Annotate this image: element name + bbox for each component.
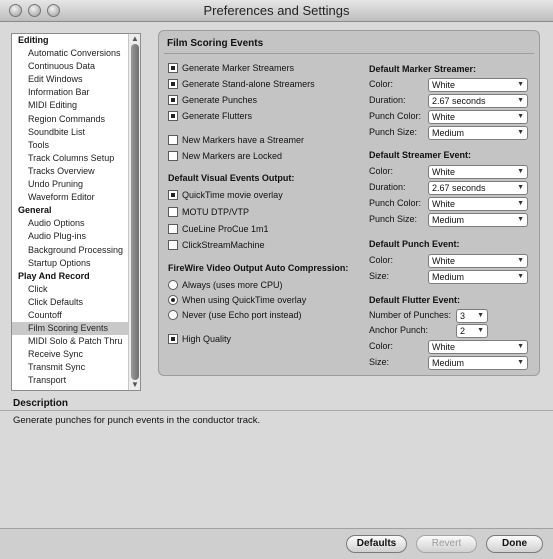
radio-label: Never (use Echo port instead)	[182, 310, 302, 320]
checkbox-label: Generate Marker Streamers	[182, 63, 295, 73]
generate-standalone-streamers-checkbox[interactable]	[168, 77, 315, 91]
sidebar-item[interactable]: Click Defaults	[28, 296, 84, 307]
flutter-color-select[interactable]	[428, 340, 528, 354]
sidebar-item[interactable]: Receive Sync	[28, 349, 84, 360]
cueline-procue-checkbox[interactable]	[168, 222, 269, 236]
compression-always-radio[interactable]	[168, 278, 283, 292]
chevron-down-icon: ▼	[517, 200, 524, 207]
marker-color-label: Color:	[369, 79, 394, 89]
punch-event-heading: Default Punch Event:	[369, 239, 460, 249]
radio-button[interactable]	[168, 310, 178, 320]
generate-marker-streamers-checkbox[interactable]	[168, 61, 294, 75]
marker-punch-color-label: Punch Color:	[369, 111, 422, 121]
marker-punch-color-select[interactable]	[428, 110, 528, 124]
chevron-down-icon: ▼	[517, 184, 524, 191]
marker-punch-size-label: Punch Size:	[369, 127, 418, 137]
select-value: White	[432, 112, 456, 122]
radio-button[interactable]	[168, 295, 178, 305]
streamer-punch-color-label: Punch Color:	[369, 198, 422, 208]
defaults-button[interactable]: Defaults	[346, 535, 407, 553]
streamer-color-select[interactable]	[428, 165, 528, 179]
preferences-category-list[interactable]	[11, 33, 141, 391]
done-button[interactable]: Done	[486, 535, 543, 553]
punch-color-select[interactable]	[428, 254, 528, 268]
flutter-color-label: Color:	[369, 341, 394, 351]
sidebar-item[interactable]: Film Scoring Events	[12, 322, 129, 335]
high-quality-checkbox[interactable]	[168, 332, 231, 346]
checkbox-label: New Markers have a Streamer	[182, 135, 305, 145]
sidebar-item[interactable]: Countoff	[28, 309, 62, 320]
checkbox-box[interactable]	[168, 111, 178, 121]
sidebar-item[interactable]: Information Bar	[28, 87, 90, 98]
chevron-down-icon: ▼	[517, 359, 524, 366]
checkbox-box[interactable]	[168, 207, 178, 217]
streamer-color-label: Color:	[369, 166, 394, 176]
sidebar-group-heading: General	[18, 205, 52, 216]
chevron-down-icon: ▼	[477, 312, 484, 319]
checkbox-label: New Markers are Locked	[182, 151, 283, 161]
window-title: Preferences and Settings	[203, 3, 350, 18]
checkbox-label: MOTU DTP/VTP	[182, 207, 249, 217]
sidebar-item[interactable]: Audio Options	[28, 218, 85, 229]
select-value: 2.67 seconds	[432, 96, 486, 106]
streamer-duration-label: Duration:	[369, 182, 406, 192]
punch-size-label: Size:	[369, 271, 390, 281]
sidebar-item[interactable]: Region Commands	[28, 113, 106, 124]
sidebar-group-heading: Editing	[18, 35, 49, 45]
generate-flutters-checkbox[interactable]	[168, 109, 252, 123]
chevron-down-icon: ▼	[517, 113, 524, 120]
select-value: 3	[460, 311, 466, 321]
sidebar-item[interactable]: Transport	[28, 375, 67, 386]
checkbox-label: QuickTime movie overlay	[182, 190, 283, 200]
sidebar-scrollbar[interactable]	[128, 34, 140, 390]
checkbox-label: CueLine ProCue 1m1	[182, 224, 269, 234]
punch-color-label: Color:	[369, 255, 394, 265]
revert-button[interactable]: Revert	[416, 535, 477, 553]
sidebar-group-heading: Play And Record	[18, 270, 90, 281]
chevron-down-icon: ▼	[517, 81, 524, 88]
sidebar-item[interactable]: Track Columns Setup	[28, 152, 115, 163]
sidebar-item[interactable]: MIDI Editing	[28, 100, 78, 111]
new-markers-streamer-checkbox[interactable]	[168, 133, 304, 147]
streamer-punch-color-select[interactable]	[428, 197, 528, 211]
marker-punch-size-select[interactable]	[428, 126, 528, 140]
chevron-down-icon: ▼	[517, 129, 524, 136]
anchor-punch-label: Anchor Punch:	[369, 325, 429, 335]
quicktime-overlay-checkbox[interactable]	[168, 188, 283, 202]
checkbox-label: ClickStreamMachine	[182, 240, 265, 250]
film-scoring-events-panel	[158, 30, 540, 376]
checkbox-label: High Quality	[182, 334, 232, 344]
flutter-event-heading: Default Flutter Event:	[369, 295, 461, 305]
description-divider	[0, 410, 553, 411]
chevron-down-icon: ▼	[477, 327, 484, 334]
select-value: Medium	[432, 128, 465, 138]
punch-size-select[interactable]	[428, 270, 528, 284]
motu-dtp-checkbox[interactable]	[168, 205, 249, 219]
sidebar-item[interactable]: Startup Options	[28, 257, 91, 268]
panel-title: Film Scoring Events	[167, 38, 264, 49]
panel-divider	[164, 53, 534, 54]
sidebar-item[interactable]: Undo Pruning	[28, 179, 84, 190]
radio-label: Always (uses more CPU)	[182, 280, 283, 290]
sidebar-item[interactable]: Audio Plug-ins	[28, 231, 87, 242]
select-value: White	[432, 342, 456, 352]
anchor-punch-select[interactable]	[456, 324, 488, 338]
generate-punches-checkbox[interactable]	[168, 93, 257, 107]
chevron-down-icon: ▼	[517, 97, 524, 104]
sidebar-item[interactable]: Soundbite List	[28, 126, 86, 137]
sidebar-item[interactable]: Automatic Conversions	[28, 48, 121, 59]
sidebar-item[interactable]: Background Processing	[28, 244, 124, 255]
checkbox-box[interactable]	[168, 240, 178, 250]
sidebar-item[interactable]: Continuous Data	[28, 61, 96, 72]
select-value: White	[432, 199, 456, 209]
chevron-down-icon: ▼	[517, 168, 524, 175]
marker-duration-label: Duration:	[369, 95, 406, 105]
checkbox-label: Generate Flutters	[182, 111, 253, 121]
marker-streamer-heading: Default Marker Streamer:	[369, 64, 477, 74]
sidebar-item[interactable]: Tracks Overview	[28, 165, 95, 176]
clickstream-machine-checkbox[interactable]	[168, 238, 265, 252]
new-markers-locked-checkbox[interactable]	[168, 149, 282, 163]
chevron-down-icon: ▼	[517, 257, 524, 264]
checkbox-box[interactable]	[168, 135, 178, 145]
checkbox-box[interactable]	[168, 151, 178, 161]
checkbox-box[interactable]	[168, 190, 178, 200]
select-value: White	[432, 167, 456, 177]
sidebar-item[interactable]: Transmit Sync	[28, 362, 86, 373]
num-punches-label: Number of Punches:	[369, 310, 452, 320]
select-value: 2.67 seconds	[432, 183, 486, 193]
streamer-punch-size-select[interactable]	[428, 213, 528, 227]
sidebar-item[interactable]: Edit Windows	[28, 74, 83, 85]
title-bar	[0, 0, 553, 22]
streamer-punch-size-label: Punch Size:	[369, 214, 418, 224]
description-heading: Description	[13, 398, 69, 409]
scroll-down-arrow-icon[interactable]: ▼	[131, 380, 139, 389]
checkbox-box[interactable]	[168, 63, 178, 73]
num-punches-select[interactable]	[456, 309, 488, 323]
compression-never-radio[interactable]	[168, 308, 302, 322]
marker-duration-select[interactable]	[428, 94, 528, 108]
select-value: White	[432, 80, 456, 90]
select-value: Medium	[432, 272, 465, 282]
chevron-down-icon: ▼	[517, 343, 524, 350]
select-value: Medium	[432, 215, 465, 225]
chevron-down-icon: ▼	[517, 216, 524, 223]
sidebar-item[interactable]: Click	[28, 283, 48, 294]
checkbox-box[interactable]	[168, 334, 178, 344]
category-list-rows	[12, 34, 129, 388]
radio-button[interactable]	[168, 280, 178, 290]
checkbox-box[interactable]	[168, 224, 178, 234]
marker-color-select[interactable]	[428, 78, 528, 92]
flutter-size-select[interactable]	[428, 356, 528, 370]
checkbox-box[interactable]	[168, 79, 178, 89]
visual-output-heading: Default Visual Events Output:	[168, 173, 295, 183]
select-value: 2	[460, 326, 466, 336]
sidebar-item[interactable]: Waveform Editor	[28, 192, 95, 203]
checkbox-box[interactable]	[168, 95, 178, 105]
checkbox-label: Generate Punches	[182, 95, 258, 105]
radio-label: When using QuickTime overlay	[182, 295, 307, 305]
streamer-event-heading: Default Streamer Event:	[369, 150, 472, 160]
select-value: White	[432, 256, 456, 266]
description-text: Generate punches for punch events in the conductor track.	[13, 415, 261, 426]
chevron-down-icon: ▼	[517, 273, 524, 280]
firewire-heading: FireWire Video Output Auto Compression:	[168, 263, 349, 273]
scroll-up-arrow-icon[interactable]: ▲	[131, 34, 139, 43]
sidebar-item[interactable]: MIDI Solo & Patch Thru	[28, 336, 123, 347]
checkbox-label: Generate Stand-alone Streamers	[182, 79, 315, 89]
flutter-size-label: Size:	[369, 357, 390, 367]
streamer-duration-select[interactable]	[428, 181, 528, 195]
sidebar-item[interactable]: Tools	[28, 139, 50, 150]
scroll-thumb[interactable]	[131, 44, 139, 380]
compression-quicktime-radio[interactable]	[168, 293, 306, 307]
select-value: Medium	[432, 358, 465, 368]
